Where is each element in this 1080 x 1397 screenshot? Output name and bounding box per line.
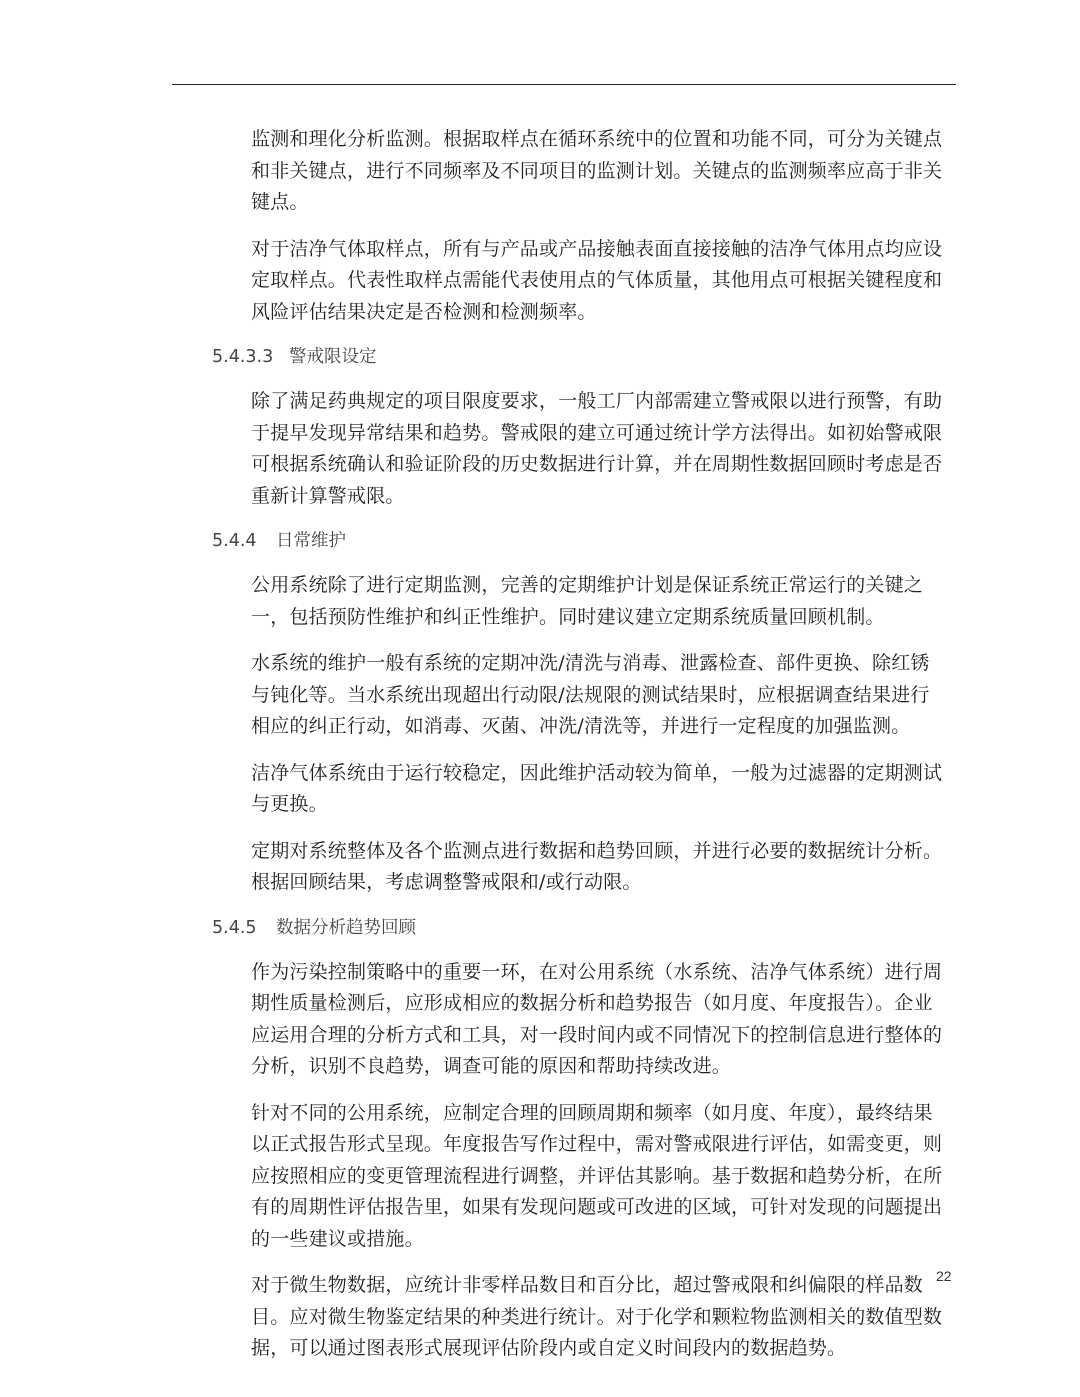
header-rule bbox=[172, 84, 956, 85]
section-number: 5.4.4 bbox=[212, 531, 257, 551]
paragraph: 除了满足药典规定的项目限度要求，一般工厂内部需建立警戒限以进行预警，有助 于提早发现异常结果和趋势。警戒限的建立可通过统计学方法得出。如初始警戒限 可根据系统确认和验证阶段的历史数据进行计算，并在周期性数据回顾时考虑是否 重新计算警戒限。 bbox=[251, 390, 943, 507]
section-number: 5.4.3.3 bbox=[212, 347, 274, 367]
paragraph: 公用系统除了进行定期监测，完善的定期维护计划是保证系统正常运行的关键之 一，包括预防性维护和纠正性维护。同时建议建立定期系统质量回顾机制。 bbox=[251, 574, 924, 628]
paragraph: 监测和理化分析监测。根据取样点在循环系统中的位置和功能不同，可分为关键点 和非关键点，进行不同频率及不同项目的监测计划。关键点的监测频率应高于非关 键点。 bbox=[251, 128, 943, 213]
paragraph: 对于洁净气体取样点，所有与产品或产品接触表面直接接触的洁净气体用点均应设 定取样点。代表性取样点需能代表使用点的气体质量，其他用点可根据关键程度和 风险评估结果决定是否检测和检测频率。 bbox=[251, 237, 943, 323]
paragraph: 针对不同的公用系统，应制定合理的回顾周期和频率（如月度、年度），最终结果 以正式报告形式呈现。年度报告写作过程中，需对警戒限进行评估，如需变更，则 应按照相应的变更管理流程进行调整，并评估其影响。基于数据和趋势分析，在所 有的周期性评估报告里，如果有发现问题或可改进的区域，可针对发现的问题提出 的一些建议或措施。 bbox=[251, 1101, 943, 1250]
section-title: 数据分析趋势回顾 bbox=[276, 917, 416, 938]
section-heading-5-4-4 bbox=[212, 529, 912, 553]
paragraph: 水系统的维护一般有系统的定期冲洗/清洗与消毒、泄露检查、部件更换、除红锈 与钝化等。当水系统出现超出行动限/法规限的测试结果时，应根据调查结果进行 相应的纠正行动，如消毒、灭菌、冲洗/清洗等，并进行一定程度的加强监测。 bbox=[251, 652, 930, 737]
section-heading-5-4-3-3 bbox=[212, 345, 912, 369]
section-number: 5.4.5 bbox=[212, 917, 257, 938]
document-body bbox=[0, 124, 1080, 1365]
page-number: 22 bbox=[936, 1268, 952, 1284]
paragraph: 洁净气体系统由于运行较稳定，因此维护活动较为简单，一般为过滤器的定期测试 与更换。 bbox=[251, 761, 943, 815]
paragraph: 作为污染控制策略中的重要一环，在对公用系统（水系统、洁净气体系统）进行周 期性质量检测后，应形成相应的数据分析和趋势报告（如月度、年度报告）。企业 应运用合理的分析方式和工具，对一段时间内或不同情况下的控制信息进行整体的 分析，识别不良趋势，调查可能的原因和帮助持续改进。 bbox=[251, 960, 943, 1077]
paragraph: 对于微生物数据，应统计非零样品数目和百分比，超过警戒限和纠偏限的样品数 目。应对微生物鉴定结果的种类进行统计。对于化学和颗粒物监测相关的数值型数 据，可以通过图表形式展现评估阶段内或自定义时间段内的数据趋势。 bbox=[251, 1274, 943, 1359]
section-title: 日常维护 bbox=[276, 531, 346, 551]
paragraph: 定期对系统整体及各个监测点进行数据和趋势回顾，并进行必要的数据统计分析。 根据回顾结果，考虑调整警戒限和/或行动限。 bbox=[251, 839, 943, 893]
section-title: 警戒限设定 bbox=[289, 347, 377, 367]
section-heading-5-4-5 bbox=[212, 916, 912, 940]
